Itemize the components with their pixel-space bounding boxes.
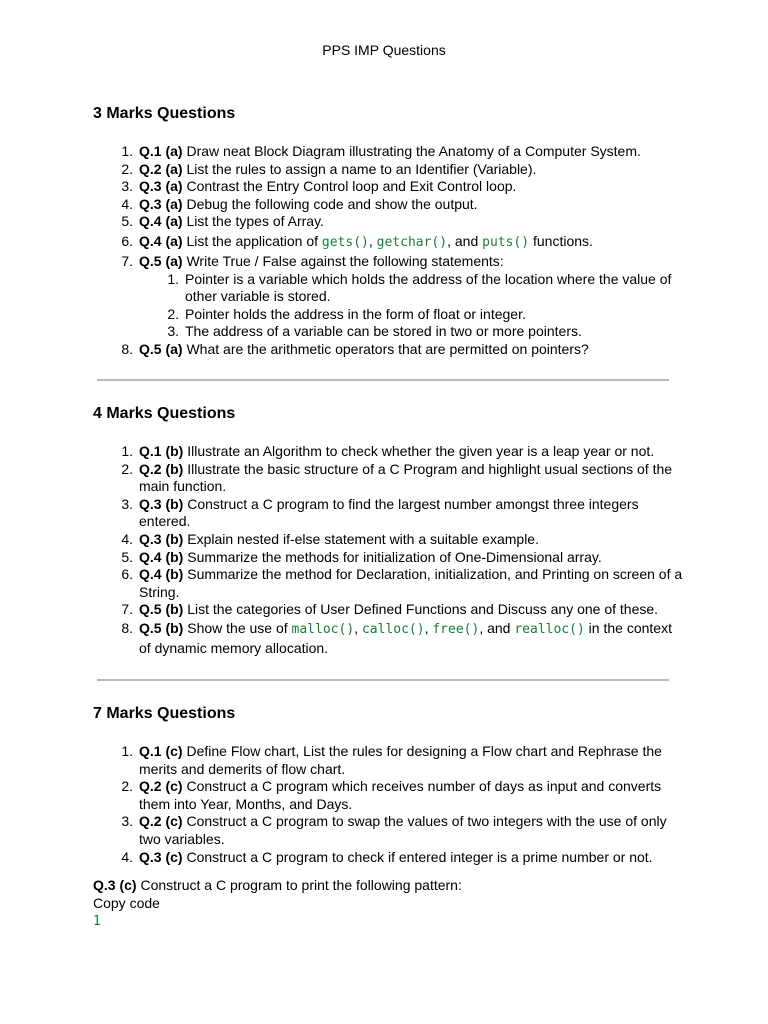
sub-list-item: 2 . Pointer holds the address in the form of float or integer.: [139, 306, 683, 324]
list-item: 2 . Q.2 (c) Construct a C program which receives number of days as input and converts them into Year, Months, and Days.: [93, 778, 683, 813]
list-item: 4 . Q.3 (b) Explain nested if-else statement with a suitable example.: [93, 531, 683, 549]
list-item: 6 . Q.4 (b) Summarize the method for Declaration, initialization, and Printing on screen of a String.: [93, 566, 683, 601]
list-item: 1 . Q.1 (b) Illustrate an Algorithm to check whether the given year is a leap year or not.: [93, 443, 683, 461]
page-header: PPS IMP Questions: [322, 42, 446, 58]
copy-code-button[interactable]: Copy code: [93, 895, 160, 911]
list-item: 8 . Q.5 (b) Show the use of malloc(), calloc(), free(), and realloc() in the context of dynamic memory allocation.: [93, 619, 683, 658]
code-free: free(): [432, 621, 480, 637]
code-puts: puts(): [482, 234, 530, 250]
sub-list-item: 1 . Pointer is a variable which holds the address of the location where the value of other variable is stored.: [139, 271, 683, 306]
list-item: 7 . Q.5 (a) Write True / False against the following statements: 1 . Pointer is a variable which holds the address of the location where the value of other variable is stored. 2 . Pointer holds the address in the form of float or integer. 3 . The address of a variable can be stored in two or more pointers.: [93, 253, 683, 341]
list-item: 2 . Q.2 (a) List the rules to assign a name to an Identifier (Variable).: [93, 161, 683, 179]
code-realloc: realloc(): [514, 621, 585, 637]
code-block-line: 1: [93, 914, 101, 929]
pattern-question: Q.3 (c) Construct a C program to print the following pattern:: [93, 877, 462, 893]
list-item: 5 . Q.4 (b) Summarize the methods for initialization of One-Dimensional array.: [93, 549, 683, 567]
list-item: 1 . Q.1 (a) Draw neat Block Diagram illustrating the Anatomy of a Computer System.: [93, 143, 683, 161]
section-title: 4 Marks Questions: [93, 405, 236, 422]
list-item: 4 . Q.3 (a) Debug the following code and show the output.: [93, 196, 683, 214]
sub-list-item: 3 . The address of a variable can be stored in two or more pointers.: [139, 323, 683, 341]
section-title: 7 Marks Questions: [93, 705, 236, 722]
list-item: 2 . Q.2 (b) Illustrate the basic structure of a C Program and highlight usual sections of the main function.: [93, 461, 683, 496]
list-item: 3 . Q.3 (b) Construct a C program to find the largest number amongst three integers entered.: [93, 496, 683, 531]
list-item: 3 . Q.3 (a) Contrast the Entry Control loop and Exit Control loop.: [93, 178, 683, 196]
list-item: 1 . Q.1 (c) Define Flow chart, List the rules for designing a Flow chart and Rephrase the merits and demerits of flow chart.: [93, 743, 683, 778]
sub-list: [139, 271, 683, 341]
code-calloc: calloc(): [361, 621, 425, 637]
code-getchar: getchar(): [376, 234, 448, 250]
divider: [97, 679, 669, 681]
list-item: 8 . Q.5 (a) What are the arithmetic operators that are permitted on pointers?: [93, 341, 683, 359]
question-list: [93, 143, 683, 359]
list-item: 4 . Q.3 (c) Construct a C program to check if entered integer is a prime number or not.: [93, 849, 683, 867]
list-item: 5 . Q.4 (a) List the types of Array.: [93, 213, 683, 231]
section-title: 3 Marks Questions: [93, 105, 236, 122]
code-malloc: malloc(): [291, 621, 355, 637]
divider: [97, 379, 669, 381]
question-list: [93, 443, 683, 658]
section-4-marks: [93, 404, 683, 658]
list-item: 7 . Q.5 (b) List the categories of User Defined Functions and Discuss any one of these.: [93, 601, 683, 619]
question-list: [93, 743, 683, 866]
list-item: 6 . Q.4 (a) List the application of gets(), getchar(), and puts() functions.: [93, 231, 683, 253]
code-gets: gets(): [321, 234, 369, 250]
section-7-marks: [93, 704, 683, 866]
section-3-marks: [93, 104, 683, 359]
list-item: 3 . Q.2 (c) Construct a C program to swap the values of two integers with the use of only two variables.: [93, 813, 683, 848]
